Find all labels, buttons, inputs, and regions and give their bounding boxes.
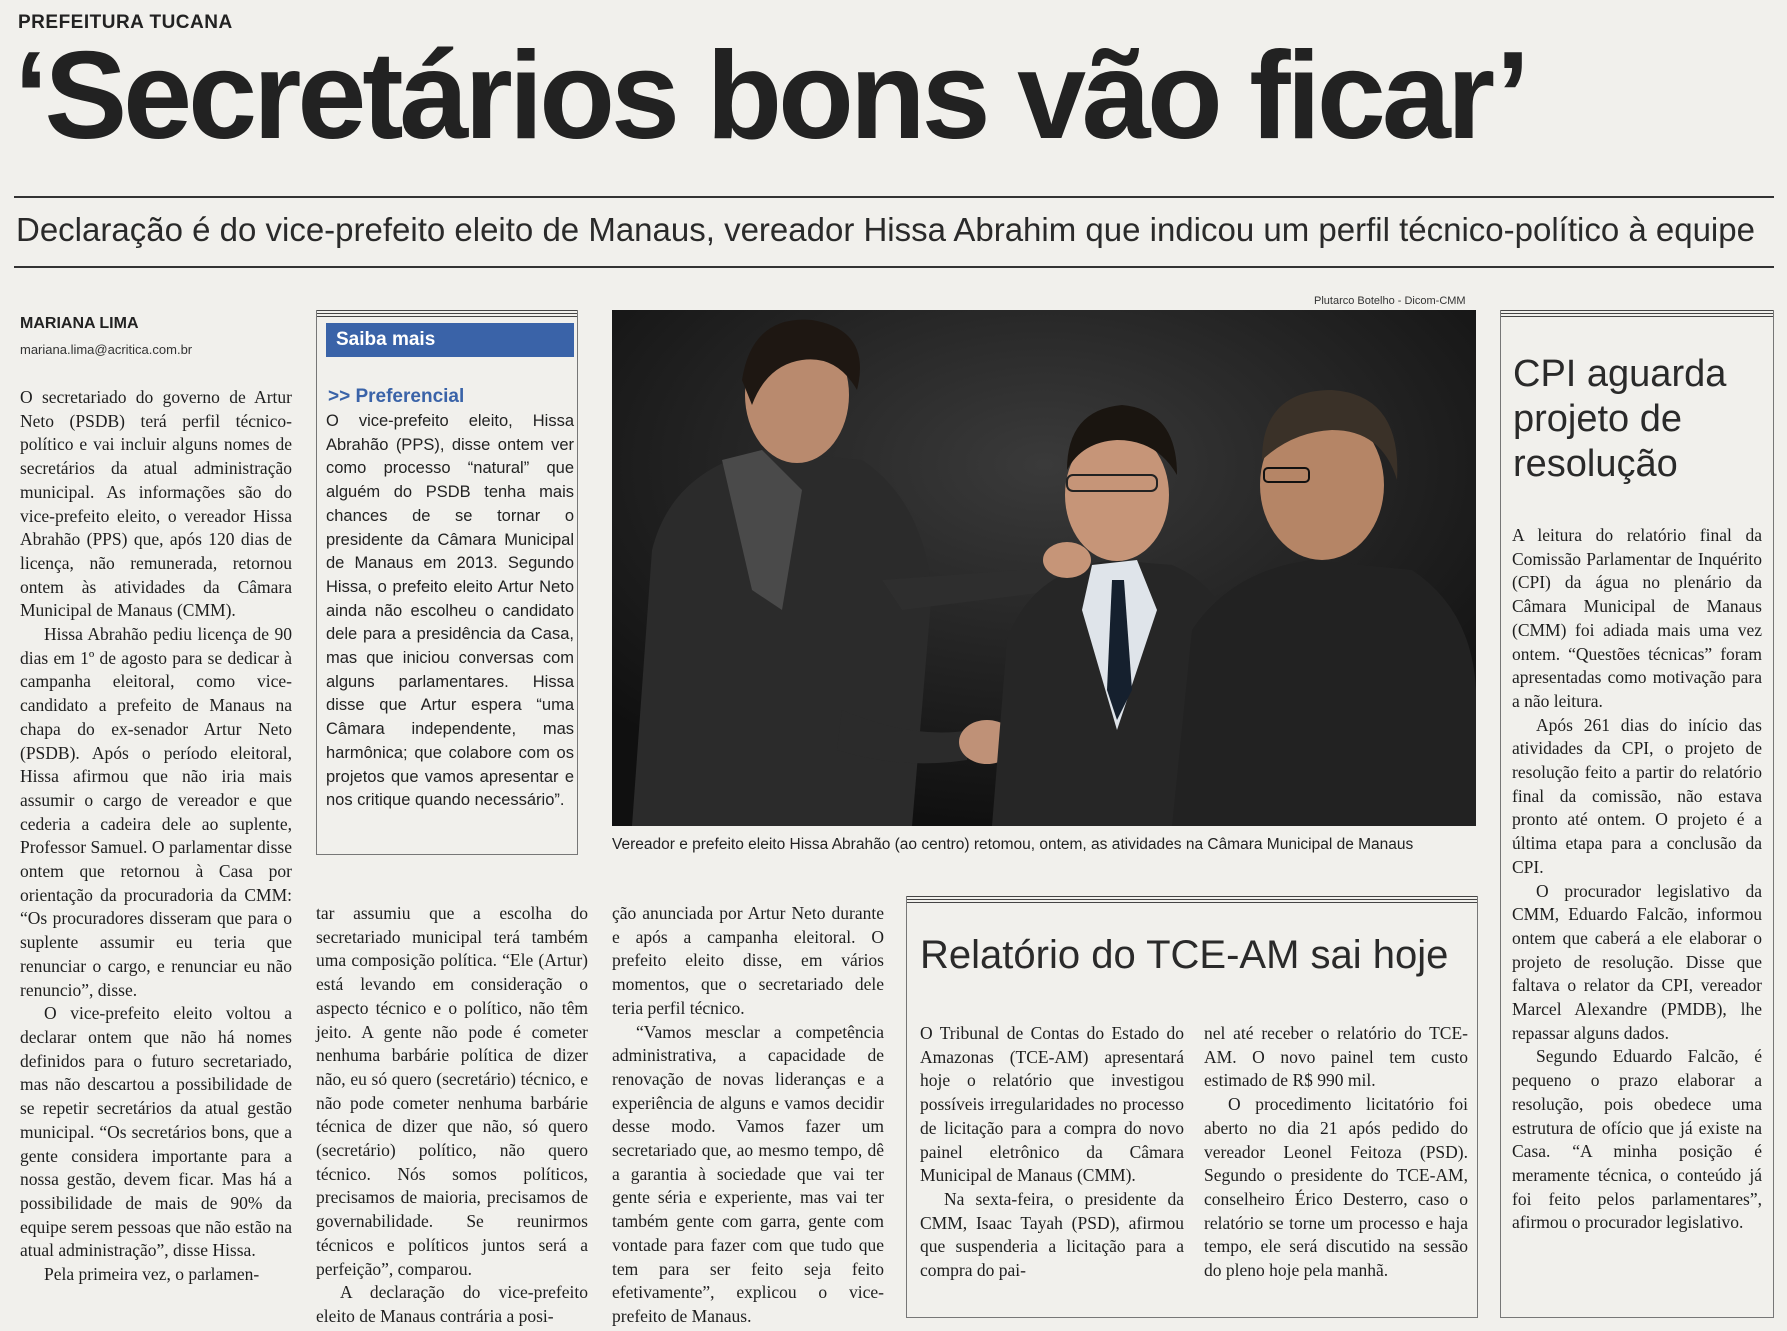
tce-headline: Relatório do TCE-AM sai hoje (920, 933, 1449, 977)
paragraph: Pela primeira vez, o parlamen- (44, 1264, 260, 1285)
photo-caption: Vereador e prefeito eleito Hissa Abrahão (ao centro) retomou, ontem, as atividades na Câmara Municipal de Manaus (612, 836, 1414, 853)
paragraph: O Tribunal de Contas do Estado do Amazonas (TCE-AM) apresentará hoje o relatório que investigou possíveis irregularidades no processo de licitação para a compra do novo painel eletrônico da Câmara Municipal de Manaus (CMM). (920, 1023, 1184, 1186)
paragraph: “Vamos mesclar a competência administrativa, a capacidade de renovação de novas lideranças e a experiência de alguns e vamos decidir desse modo. Vamos fazer um secretariado que, ao mesmo tempo, dê a garantia à sociedade que vai ter gente séria e experiente, mas vai ter também gente com garra, gente com vontade para fazer com que tudo que tem para ser feito seja feito efetivamente”, explicou o vice-prefeito de Manaus. (612, 1021, 884, 1326)
paragraph: A declaração do vice-prefeito eleito de Manaus contrária a posi- (316, 1282, 588, 1326)
paragraph: O vice-prefeito eleito voltou a declarar ontem que não há nomes definidos para o futuro secretariado, mas não descartou a possibilidade de se repetir secretários da atual gestão municipal. “Os secretários bons, que a gente considera importante para a nossa gestão, devem ficar. Mas há a possibilidade de mais de 90% da equipe serem pessoas que não estão na atual administração”, disse Hissa. (20, 1003, 292, 1261)
photo-credit: Plutarco Botelho - Dicom-CMM (1314, 295, 1466, 307)
box-top-lines (317, 310, 577, 319)
deck: Declaração é do vice-prefeito eleito de Manaus, vereador Hissa Abrahim que indicou um perfil técnico-político à equipe (16, 211, 1755, 248)
tce-column-1 (920, 1022, 1184, 1283)
paragraph: A leitura do relatório final da Comissão Parlamentar de Inquérito (CPI) da água no plenário da Câmara Municipal de Manaus (CMM) foi adiada mais uma vez ontem. “Questões técnicas” foram apresentadas como motivação para a não leitura. (1512, 525, 1762, 711)
main-article-column-3 (612, 902, 884, 1329)
paragraph: ção anunciada por Artur Neto durante e após a campanha eleitoral. O prefeito eleito disse, em vários momentos, que o secretariado dele teria perfil técnico. (612, 903, 884, 1018)
saiba-mais-text: O vice-prefeito eleito, Hissa Abrahão (PPS), disse ontem ver como processo “natural” que alguém do PSDB tenha mais chances de se tornar o presidente da Câmara Municipal de Manaus em 2013. Segundo Hissa, o prefeito eleito Artur Neto ainda não escolheu o candidato dele para a presidência da Casa, mas que iniciou conversas com alguns parlamentares. Hissa disse que Artur espera “uma Câmara independente, mas harmônica; que colabore com os projetos que vamos apresentar e nos critique quando necessário”. (326, 412, 574, 810)
tce-column-2 (1204, 1022, 1468, 1283)
paragraph: O procedimento licitatório foi aberto no dia 21 após pedido do vereador Leonel Feitoza (PSD). Segundo o presidente do TCE-AM, conselheiro Érico Desterro, caso o relatório se torne um processo e haja tempo, ele será discutido na sessão do pleno hoje pela manhã. (1204, 1094, 1468, 1281)
byline-name: MARIANA LIMA (20, 315, 139, 332)
cpi-headline: CPI aguarda projeto de resolução (1513, 353, 1727, 485)
cpi-column (1512, 524, 1762, 1235)
news-photo (612, 310, 1476, 826)
paragraph: Hissa Abrahão pediu licença de 90 dias em 1º de agosto para se dedicar à campanha eleitoral, como vice-candidato a prefeito de Manaus na chapa do ex-senador Artur Neto (PSDB). Após o período eleitoral, Hissa afirmou que não iria mais assumir o cargo de vereador e que cederia a cadeira dele ao suplente, Professor Samuel. O parlamentar disse ontem que retornou à Casa por orientação da procuradoria da CMM: “Os procuradores disseram que para o suplente assumir eu teria que renunciar o cargo, e renunciar eu não renuncio”, disse. (20, 624, 292, 1000)
paragraph: Após 261 dias do início das atividades da CPI, o projeto de resolução feito a partir do relatório final da comissão, não estava pronto até ontem. O projeto é a última etapa para a conclusão da CPI. (1512, 714, 1762, 877)
box-top-lines (1501, 310, 1773, 319)
saiba-mais-label: Saiba mais (326, 323, 574, 357)
divider-deck (14, 266, 1774, 268)
paragraph: Segundo Eduardo Falcão, é pequeno o prazo elaborar a resolução, pois obedece uma estrutura de ofício que já existe na Casa. “A minha posição é meramente técnica, o conteúdo já foi feito pelos parlamentares”, afirmou o procurador legislativo. (1512, 1046, 1762, 1233)
paragraph: O procurador legislativo da CMM, Eduardo Falcão, informou ontem que caberá a ele elaborar o projeto de resolução. Disse que faltava o relator da CPI, vereador Marcel Alexandre (PMDB), lhe repassar alguns dados. (1512, 880, 1762, 1043)
paragraph: nel até receber o relatório do TCE-AM. O novo painel tem custo estimado de R$ 990 mil. (1204, 1023, 1468, 1091)
main-article-column-2 (316, 902, 588, 1329)
box-top-lines (907, 896, 1477, 905)
main-article-column-1 (20, 386, 292, 1287)
paragraph: tar assumiu que a escolha do secretariado municipal terá também uma composição política. “Ele (Artur) está levando em consideração o aspecto técnico e o político, não têm jeito. A gente não pode é cometer nenhuma barbárie política de dizer não, eu só quero (secretário) técnico, e não pode cometer nenhuma barbárie técnica de dizer que não, só quero (secretário) político, não quero técnico. Nós somos políticos, precisamos de maioria, precisamos de governabilidade. Se reunirmos técnicos e políticos juntos será a perfeição”, comparou. (316, 903, 588, 1279)
saiba-mais-title: >> Preferencial (328, 386, 465, 407)
byline-email: mariana.lima@acritica.com.br (20, 342, 193, 357)
photo-illustration (612, 310, 1476, 826)
section-kicker: PREFEITURA TUCANA (18, 12, 233, 33)
paragraph: Na sexta-feira, o presidente da CMM, Isaac Tayah (PSD), afirmou que suspenderia a licitação para a compra do pai- (920, 1188, 1184, 1281)
divider-top (14, 196, 1774, 198)
paragraph: O secretariado do governo de Artur Neto (PSDB) terá perfil técnico-político e vai incluir alguns nomes de secretários da atual administração municipal. As informações são do vice-prefeito eleito, o vereador Hissa Abrahão (PPS) que, após 120 dias de licença, não remunerada, retornou ontem às atividades da Câmara Municipal de Manaus (CMM). (20, 387, 292, 621)
headline: ‘Secretários bons vão ficar’ (14, 27, 1527, 165)
